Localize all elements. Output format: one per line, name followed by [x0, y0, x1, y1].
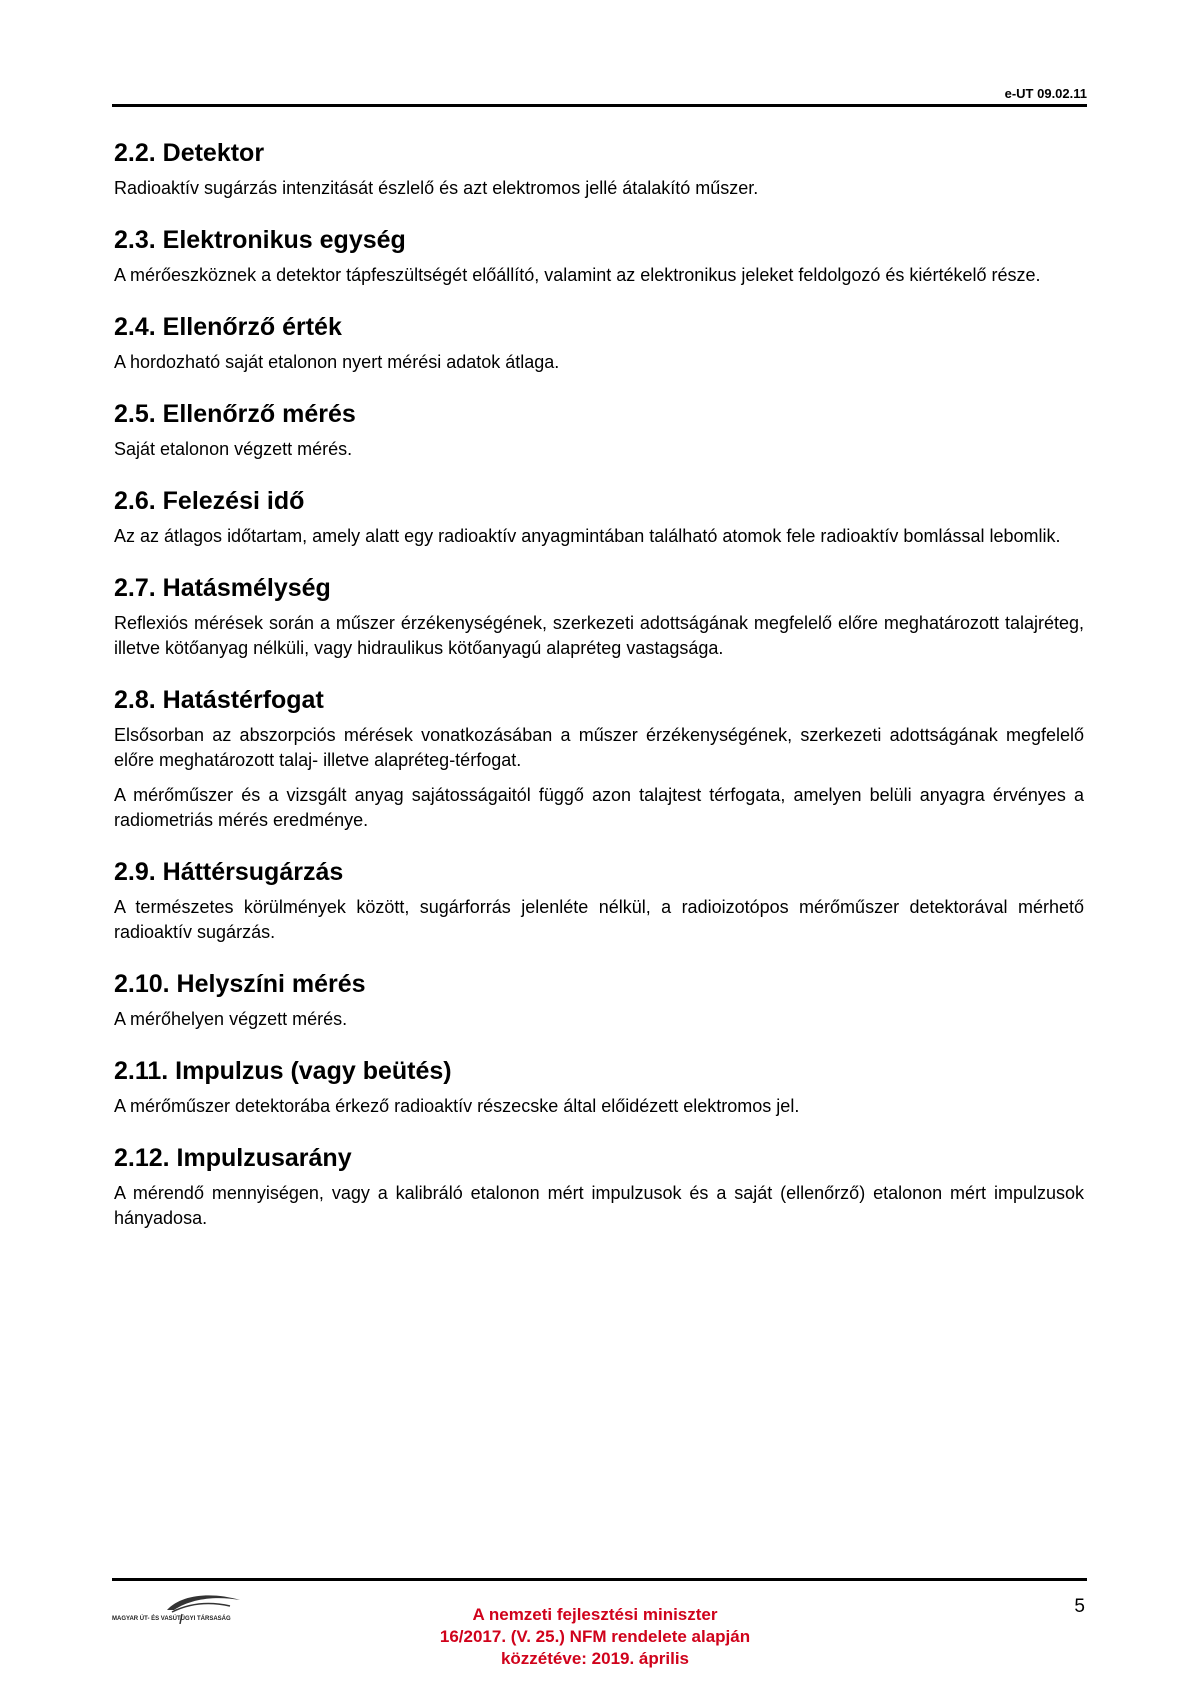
section-detektor — [114, 138, 1084, 201]
section-title: 2.11. Impulzus (vagy beütés) — [114, 1057, 452, 1085]
section-ellenorzo-meres — [114, 399, 1084, 462]
page-number: 5 — [1074, 1596, 1085, 1617]
publication-note-line: A nemzeti fejlesztési miniszter — [472, 1605, 718, 1624]
publisher-logo — [112, 1590, 262, 1624]
section-title: 2.7. Hatásmélység — [114, 574, 331, 602]
section-paragraph: A hordozható saját etalonon nyert mérési adatok átlaga. — [114, 352, 560, 372]
section-paragraph: A mérőműszer és a vizsgált anyag sajátosságaitól függő azon talajtest térfogata, amelyen belüli anyagra érvényes a radiometriás mérés eredménye. — [114, 785, 1084, 830]
section-paragraph: Radioaktív sugárzás intenzitását észlelő és azt elektromos jellé átalakító műszer. — [114, 178, 759, 198]
publication-note-line: közzétéve: 2019. április — [500, 1649, 690, 1668]
section-paragraph: Az az átlagos időtartam, amely alatt egy radioaktív anyagmintában található atomok fele radioaktív bomlással lebomlik. — [114, 526, 1061, 546]
section-felezesi-ido — [114, 486, 1084, 549]
publisher-logo-icon — [112, 1590, 262, 1624]
main-content — [114, 138, 1084, 1241]
section-title: 2.6. Felezési idő — [114, 487, 305, 515]
document-code: e-UT 09.02.11 — [1004, 86, 1087, 101]
section-impulzus — [114, 1056, 1084, 1119]
section-hatasmelyseg — [114, 573, 1084, 661]
section-title: 2.2. Detektor — [114, 139, 265, 167]
section-title: 2.10. Helyszíni mérés — [114, 970, 366, 998]
section-ellenorzo-ertek — [114, 312, 1084, 375]
section-paragraph: A mérendő mennyiségen, vagy a kalibráló etalonon mért impulzusok és a saját (ellenőrző) etalonon mért impulzusok hányadosa. — [114, 1183, 1084, 1228]
section-title: 2.4. Ellenőrző érték — [114, 313, 342, 341]
section-paragraph: A mérőeszköznek a detektor tápfeszültségét előállító, valamint az elektronikus jeleket feldolgozó és kiértékelő része. — [114, 265, 1041, 285]
section-title: 2.12. Impulzusarány — [114, 1144, 352, 1172]
section-title: 2.8. Hatástérfogat — [114, 686, 324, 714]
publisher-logo-text: MAGYAR ÚT- ÉS VASÚTÜGYI TÁRSASÁG — [112, 1616, 231, 1622]
section-title: 2.3. Elektronikus egység — [114, 226, 406, 254]
section-hattersugarzas — [114, 857, 1084, 945]
section-title: 2.9. Háttérsugárzás — [114, 858, 344, 886]
section-paragraph: A mérőműszer detektorába érkező radioaktív részecske által előidézett elektromos jel. — [114, 1096, 800, 1116]
section-elektronikus-egyseg — [114, 225, 1084, 288]
section-impulzusarany — [114, 1143, 1084, 1231]
section-paragraph: A mérőhelyen végzett mérés. — [114, 1009, 348, 1029]
section-paragraph: A természetes körülmények között, sugárforrás jelenléte nélkül, a radioizotópos mérőműszer detektorával mérhető radioaktív sugárzás. — [114, 897, 1084, 942]
section-paragraph: Saját etalonon végzett mérés. — [114, 439, 353, 459]
publication-note-line: 16/2017. (V. 25.) NFM rendelete alapján — [439, 1627, 751, 1646]
section-paragraph: Elsősorban az abszorpciós mérések vonatkozásában a műszer érzékenységének, szerkezeti adottságának megfelelő előre meghatározott talaj- illetve alapréteg-térfogat. — [114, 725, 1084, 770]
section-hatasterfogat — [114, 685, 1084, 833]
publication-note — [395, 1604, 795, 1670]
section-title: 2.5. Ellenőrző mérés — [114, 400, 356, 428]
footer-rule — [112, 1578, 1087, 1581]
header-rule — [112, 104, 1087, 107]
section-paragraph: Reflexiós mérések során a műszer érzékenységének, szerkezeti adottságának megfelelő előre meghatározott talajréteg, illetve kötőanyag nélküli, vagy hidraulikus kötőanyagú alapréteg vastagsága. — [114, 613, 1084, 658]
section-helyszini-meres — [114, 969, 1084, 1032]
